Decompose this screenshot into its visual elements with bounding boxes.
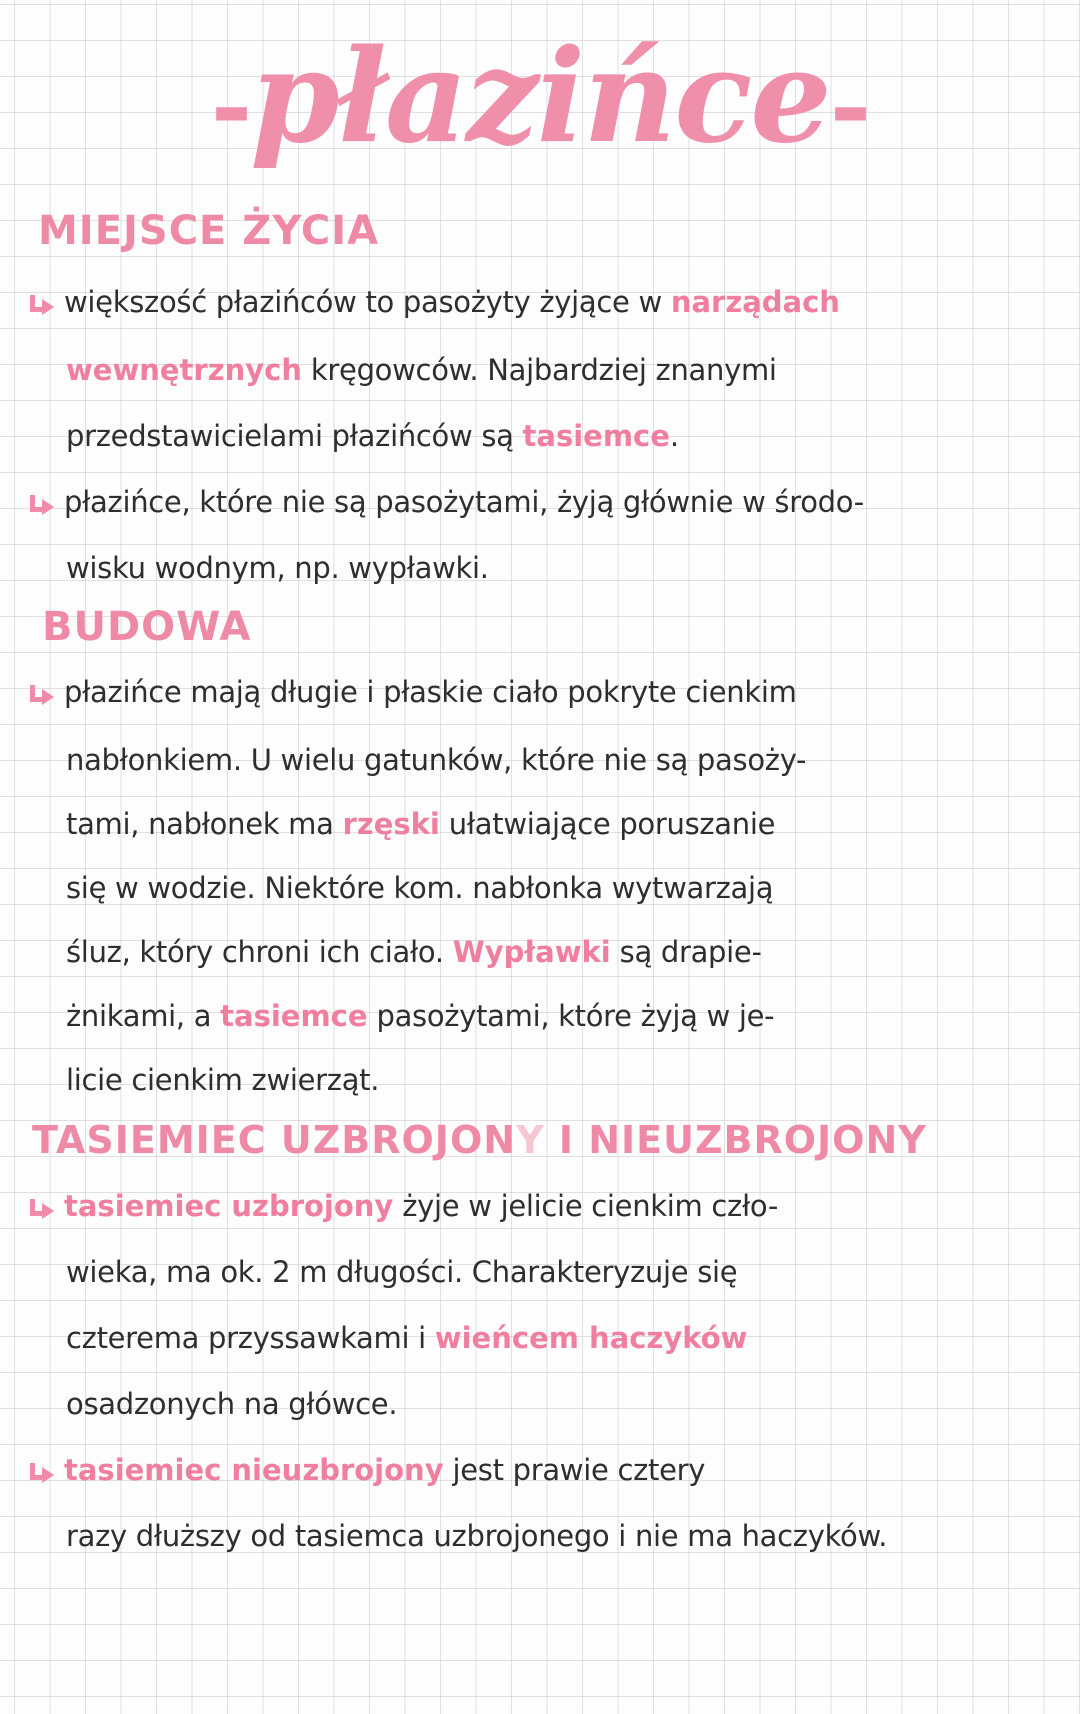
text-plain: płazińce, które nie są pasożytami, żyją głównie w środo- (64, 485, 864, 519)
heading-part-faint: Y (516, 1118, 545, 1162)
text-line (66, 1318, 747, 1358)
text-plain: tami, nabłonek ma (66, 807, 343, 841)
text-line (66, 1516, 887, 1556)
title-dash-right: - (829, 47, 870, 165)
heading-part: I NIEUZBROJONY (544, 1118, 927, 1162)
text-line (66, 740, 806, 780)
text-plain: kręgowców. Najbardziej znanymi (302, 353, 777, 387)
text-line (66, 350, 777, 390)
text-line (66, 1384, 397, 1424)
text-highlight: wewnętrznych (66, 353, 302, 387)
text-line (66, 804, 775, 844)
text-line (28, 1186, 778, 1226)
arrow-bullet-icon (28, 683, 58, 705)
text-line (66, 1060, 379, 1100)
text-plain: wisku wodnym, np. wypławki. (66, 551, 489, 585)
arrow-bullet-icon (28, 1461, 58, 1483)
heading-habitat: MIEJSCE ŻYCIA (38, 208, 380, 254)
text-plain: nabłonkiem. U wielu gatunków, które nie są pasoży- (66, 743, 807, 777)
text-line (28, 1450, 705, 1490)
text-plain: osadzonych na główce. (66, 1387, 398, 1421)
text-plain: są drapie- (610, 935, 762, 969)
text-highlight: tasiemce (522, 419, 670, 453)
text-highlight: tasiemiec uzbrojony (64, 1189, 394, 1223)
text-line (66, 996, 774, 1036)
text-line (66, 868, 773, 908)
text-highlight: narządach (670, 285, 840, 319)
text-plain: się w wodzie. Niektóre kom. nabłonka wytwarzają (66, 871, 774, 905)
text-plain: śluz, który chroni ich ciało. (66, 935, 453, 969)
heading-structure: BUDOWA (42, 604, 252, 650)
text-plain: licie cienkim zwierząt. (66, 1063, 380, 1097)
arrow-bullet-icon (28, 293, 58, 315)
text-highlight: rzęski (342, 807, 440, 841)
text-highlight: Wypławki (452, 935, 611, 969)
text-line (66, 1252, 737, 1292)
arrow-bullet-icon (28, 493, 58, 515)
text-highlight: tasiemiec nieuzbrojony (64, 1453, 444, 1487)
text-plain: żnikami, a (66, 999, 221, 1033)
heading-tapeworms (32, 1118, 927, 1162)
text-line (28, 282, 840, 322)
text-plain: większość płazińców to pasożyty żyjące w (64, 285, 671, 319)
text-plain: ułatwiające poruszanie (439, 807, 776, 841)
text-highlight: tasiemce (220, 999, 368, 1033)
page-title (0, 22, 1080, 181)
title-dash-left: - (210, 47, 251, 165)
heading-part: TASIEMIEC UZBROJON (32, 1118, 517, 1162)
arrow-bullet-icon (28, 1197, 58, 1219)
text-plain: płazińce mają długie i płaskie ciało pokryte cienkim (64, 675, 797, 709)
text-plain: żyje w jelicie cienkim czło- (393, 1189, 779, 1223)
text-line (66, 932, 762, 972)
text-plain: razy dłuższy od tasiemca uzbrojonego i nie ma haczyków. (66, 1519, 888, 1553)
text-plain: wieka, ma ok. 2 m długości. Charakteryzuje się (66, 1255, 738, 1289)
text-plain: pasożytami, które żyją w je- (367, 999, 775, 1033)
text-line (66, 548, 489, 588)
text-plain: jest prawie cztery (443, 1453, 706, 1487)
text-line (28, 672, 797, 712)
title-text: płazińce (250, 22, 830, 172)
text-plain: . (669, 419, 679, 453)
text-line (28, 482, 864, 522)
text-plain: przedstawicielami płazińców są (66, 419, 523, 453)
text-line (66, 416, 679, 456)
text-plain: czterema przyssawkami i (66, 1321, 435, 1355)
text-highlight: wieńcem haczyków (434, 1321, 748, 1355)
